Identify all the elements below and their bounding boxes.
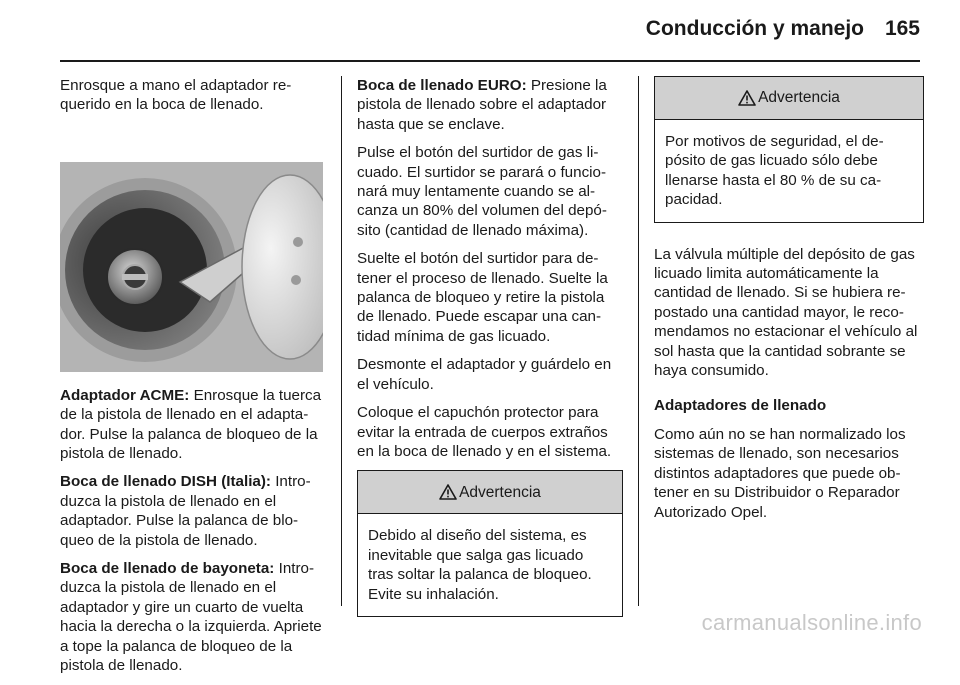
- watermark: carmanualsonline.info: [701, 610, 922, 635]
- acme-text: Enrosque la tuerca de la pistola de llenado en el adapta-dor. Pulse la palanca de bloqueo de la pistola de llenado.: [60, 386, 322, 463]
- bayonet-paragraph: [60, 559, 325, 675]
- warning-title: Advertencia: [459, 483, 541, 501]
- dish-term: Boca de llenado DISH (Italia):: [60, 473, 271, 491]
- warning-body: Debido al diseño del sistema, es inevitable que salga gas licuado tras soltar la palanca de bloqueo. Evite su inhalación.: [368, 527, 592, 603]
- dish-text: Intro-duzca la pistola de llenado en el adaptador. Pulse la palanca de blo-queo de la pistola de llenado.: [60, 473, 311, 549]
- paragraph-protective-cap: Coloque el capuchón protector para evitar la entrada de cuerpos extraños en la boca de llenado y en el sistema.: [357, 404, 612, 460]
- warning-triangle-icon: [439, 484, 457, 500]
- paragraph-remove-adapter: Desmonte el adaptador y guárdelo en el vehículo.: [357, 356, 612, 393]
- page-header: [0, 0, 960, 62]
- paragraph-multivalve: La válvula múltiple del depósito de gas licuado limita automáticamente la cantidad de llenado. Si se hubiera re-postado una cantidad mayor, le reco-mendamos no estacionar el vehículo al sol hasta que la cantidad sobrante se haya consumido.: [654, 245, 918, 380]
- fuel-filler-photo: [60, 162, 323, 372]
- euro-paragraph: [357, 76, 623, 134]
- warning-triangle-icon: [738, 90, 756, 106]
- warning-box-gas-escape: [357, 470, 623, 617]
- warning-header: [655, 77, 923, 120]
- adapters-heading: Adaptadores de llenado: [654, 397, 827, 415]
- euro-term: Boca de llenado EURO:: [357, 77, 527, 94]
- column-2: [357, 76, 623, 639]
- page-number: 165: [884, 17, 920, 40]
- column-divider-2: [638, 76, 639, 606]
- paragraph-adapters: Como aún no se han normalizado los sistemas de llenado, son necesarios distintos adaptadores que puede ob-tener en su Distribuidor o Reparador Autorizado Opel.: [654, 425, 906, 521]
- bayonet-text: Intro-duzca la pistola de llenado en el adaptador y gire un cuarto de vuelta hacia la derecha o la izquierda. Apriete a tope la palanca de bloqueo de la pistola de llenado.: [60, 560, 322, 675]
- acme-paragraph: [60, 386, 325, 464]
- header-rule: [60, 60, 920, 62]
- acme-term: Adaptador ACME:: [60, 386, 190, 404]
- paragraph-release-button: Suelte el botón del surtidor para de-tener el proceso de llenado. Suelte la palanca de bloqueo y retire la pistola de llenado. Puede escapar una can-tidad mínima de gas licuado.: [357, 250, 608, 345]
- warning-header: [358, 471, 622, 514]
- intro-paragraph: Enrosque a mano el adaptador re-querido en la boca de llenado.: [60, 77, 292, 114]
- section-title: Conducción y manejo: [645, 17, 864, 40]
- column-divider-1: [341, 76, 342, 606]
- warning-box-capacity: [654, 76, 924, 223]
- dish-paragraph: [60, 472, 325, 550]
- column-3: [654, 76, 924, 531]
- warning-body: Por motivos de seguridad, el de-pósito de gas licuado sólo debe llenarse hasta el 80 % de su ca-pacidad.: [665, 133, 884, 209]
- paragraph-press-button: Pulse el botón del surtidor de gas li-cuado. El surtidor se parará o funcio-nará muy lentamente cuando se al-canza un 80% del volumen del depó-sito (cantidad de llenado máxima).: [357, 144, 607, 239]
- euro-text: Presione la pistola de llenado sobre el adaptador hasta que se enclave.: [357, 77, 607, 133]
- bayonet-term: Boca de llenado de bayoneta:: [60, 560, 275, 578]
- warning-title: Advertencia: [758, 89, 840, 107]
- column-1: [60, 76, 325, 685]
